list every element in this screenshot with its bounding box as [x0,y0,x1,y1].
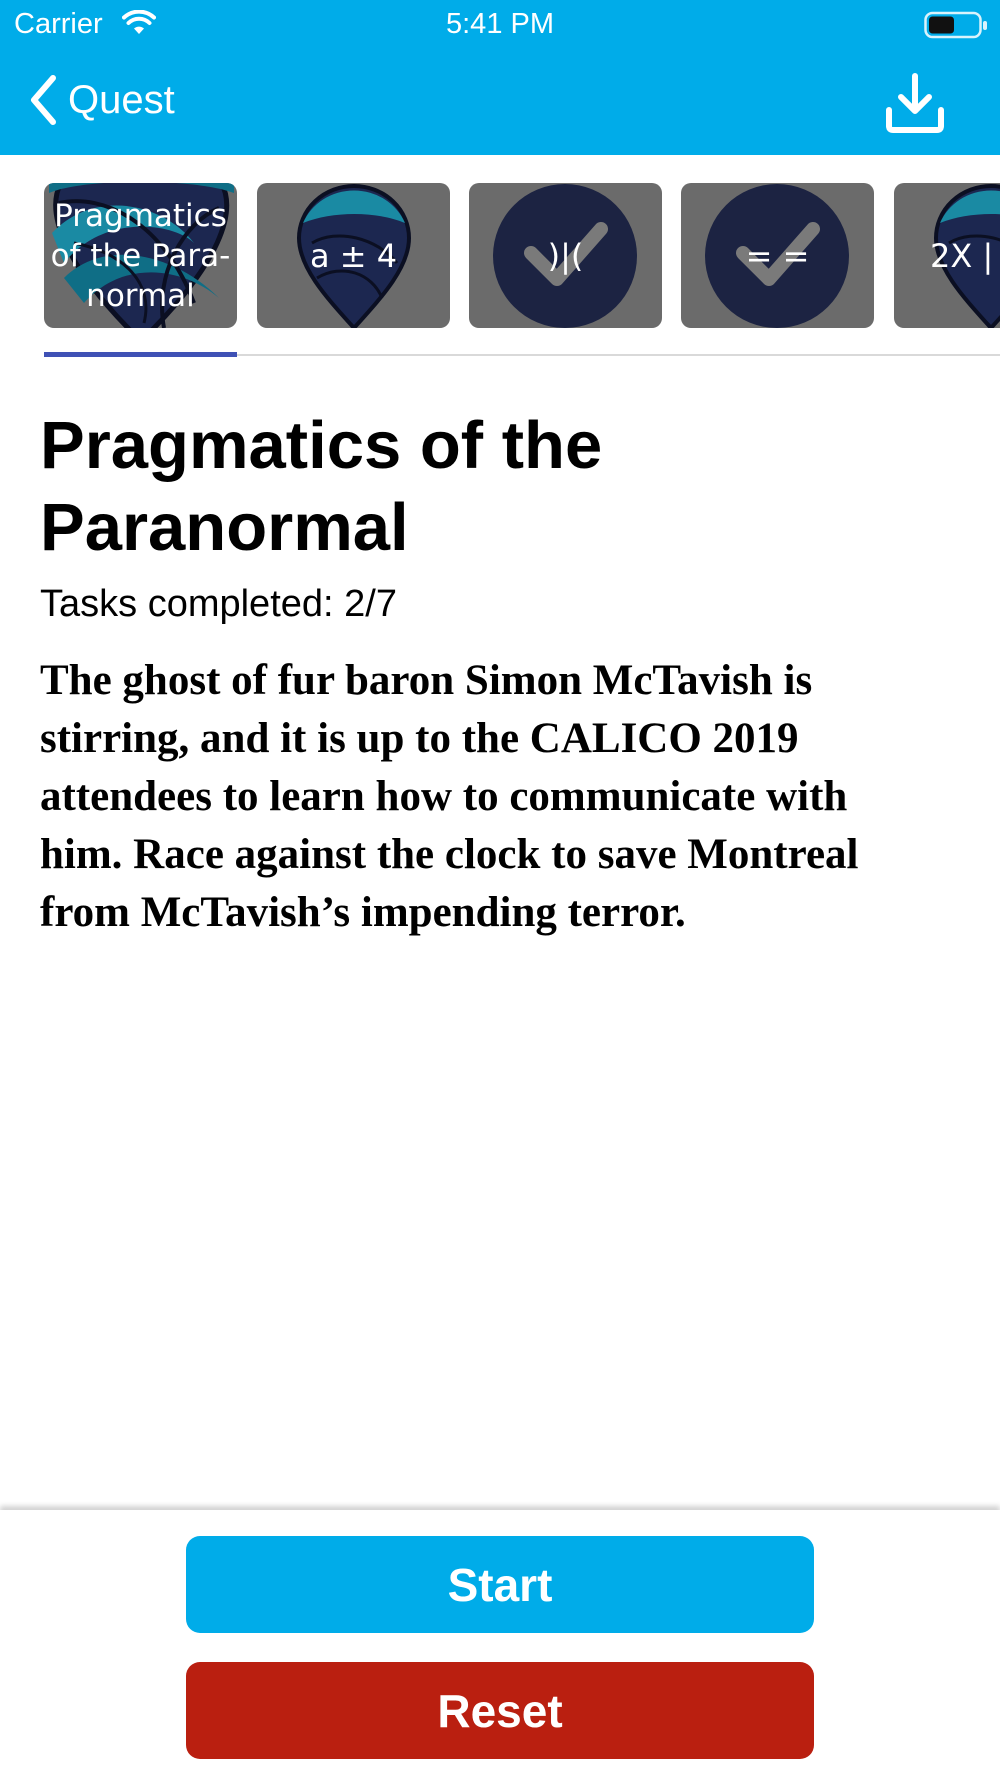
app-header [0,0,1000,155]
clock: 5:41 PM [446,8,554,40]
tab-a-plus-minus-4[interactable] [257,183,450,328]
tab-label: = = [745,236,810,275]
navigation-bar [0,60,1000,140]
back-button[interactable] [26,72,175,128]
tab-pragmatics-of-the-paranormal[interactable] [44,183,237,328]
reset-button[interactable]: Reset [186,1662,814,1759]
selected-tab-indicator [44,352,237,357]
tab-label: a ± 4 [309,236,398,275]
chevron-left-icon [26,73,60,127]
status-bar [0,0,1000,52]
tab-2x[interactable] [894,183,1000,328]
quest-description: The ghost of fur baron Simon McTavish is stirring, and it is up to the CALICO 2019 attendees to learn how to communicate with him. Race against the clock to save Montreal from McTavish’s impending terror. [40,657,859,936]
tab-label: Pragmatics of the Para- normal [50,197,231,314]
tab-equals-equals[interactable] [681,183,874,328]
back-label: Quest [68,77,175,122]
tab-label: )|( [547,236,584,275]
download-icon[interactable] [884,72,946,134]
quest-title: Pragmatics of the Paranormal [40,408,603,565]
carrier-label: Carrier [14,8,103,40]
start-button[interactable]: Start [186,1536,814,1633]
tasks-completed-label: Tasks completed: 2/7 [40,583,397,625]
action-panel [0,1510,1000,1778]
battery-icon [924,11,988,39]
quest-tabs [0,155,1000,360]
tab-bracket-symbol[interactable] [469,183,662,328]
tab-label: 2X | [930,236,994,275]
